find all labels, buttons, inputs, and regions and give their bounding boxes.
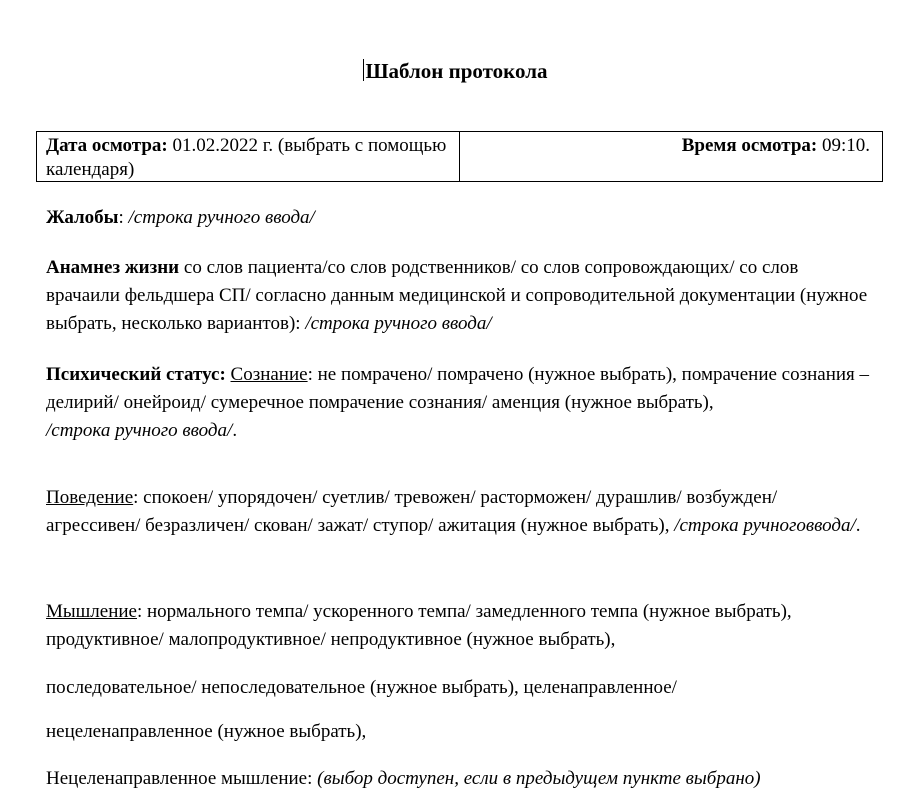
exam-date-value[interactable]: 01.02.2022 г. (выбрать с помощью календаря)	[46, 135, 447, 180]
complaints-label: Жалобы	[46, 207, 119, 228]
complaints-input[interactable]: /строка ручного ввода/	[128, 207, 315, 228]
thinking-paragraph	[46, 598, 876, 654]
thinking-purpose-line[interactable]: нецеленаправленное (нужное выбрать),	[46, 721, 367, 742]
behavior-options[interactable]: : спокоен/ упорядочен/ суетлив/ тревожен/ расторможен/ дурашлив/ возбужден/ агрессивен/ безразличен/ скован/ зажат/ ступор/ ажитация (нужное выбрать),	[46, 487, 778, 536]
exam-time-value[interactable]: 09:10.	[817, 135, 870, 156]
mental-status-label: Психический статус:	[46, 364, 226, 385]
behavior-paragraph: Поведение: спокоен/ упорядочен/ суетлив/ тревожен/ расторможен/ дурашлив/ возбужден/ агрессивен/ безразличен/ скован/ зажат/ ступор/ ажитация (нужное выбрать), /строка ручноговвода/.	[46, 487, 861, 536]
unfocused-thinking-note: (выбор доступен, если в предыдущем пункте выбрано)	[317, 768, 761, 789]
behavior-label: Поведение	[46, 487, 134, 508]
exam-date-label: Дата осмотра:	[46, 135, 168, 156]
unfocused-thinking-line	[46, 765, 876, 793]
anamnesis-label: Анамнез жизни	[46, 257, 180, 278]
behavior-input[interactable]: /строка ручноговвода/	[674, 515, 856, 536]
exam-date-cell[interactable]	[37, 132, 460, 181]
consciousness-label: Сознание	[230, 364, 308, 385]
document-title: Шаблон протокола	[365, 59, 548, 83]
anamnesis-options[interactable]: со слов пациента/со слов родственников/ со слов сопровождающих/ со слов врачаили фельдшера СП/ согласно данным медицинской и сопроводительной документации (нужное выбрать, несколько вариантов):	[46, 257, 868, 334]
exam-time-label: Время осмотра:	[681, 135, 818, 156]
anamnesis-input[interactable]: /строка ручного ввода/	[305, 313, 492, 334]
exam-datetime-table	[36, 131, 883, 182]
anamnesis-paragraph	[46, 254, 876, 338]
mental-status-paragraph: Психический статус: Сознание: не помрачено/ помрачено (нужное выбрать), помрачение сознания – делирий/ онейроид/ сумеречное помрачение сознания/ аменция (нужное выбрать), /строка ручного ввода/.	[46, 364, 870, 441]
consciousness-options[interactable]: : не помрачено/ помрачено (нужное выбрать), помрачение сознания – делирий/ онейроид/ сумеречное помрачение сознания/ аменция (нужное выбрать),	[46, 364, 870, 413]
unfocused-thinking-label: Нецеленаправленное мышление:	[46, 768, 318, 789]
exam-time-cell[interactable]	[460, 132, 882, 181]
thinking-tempo-options[interactable]: : нормального темпа/ ускоренного темпа/ замедленного темпа (нужное выбрать), продуктивное/ малопродуктивное/ непродуктивное (нужное выбрать),	[46, 601, 792, 650]
complaints-paragraph: Жалобы: /строка ручного ввода/	[46, 207, 315, 228]
thinking-label: Мышление	[46, 601, 137, 622]
thinking-sequence-line[interactable]: последовательное/ непоследовательное (нужное выбрать), целенаправленное/	[46, 677, 677, 698]
mental-status-input[interactable]: /строка ручного ввода/	[46, 420, 233, 441]
